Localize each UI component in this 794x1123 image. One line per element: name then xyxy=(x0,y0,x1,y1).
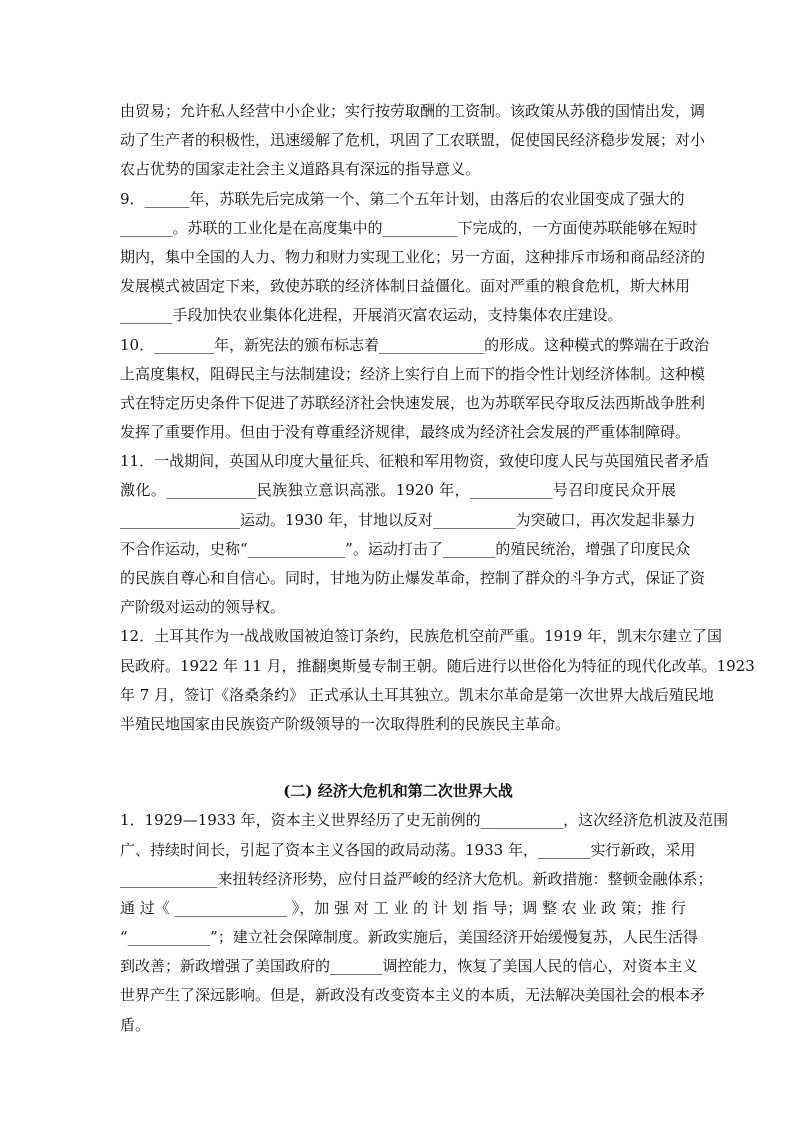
text-line: 世界产生了深远影响。但是，新政没有改变资本主义的本质，无法解决美国社会的根本矛 xyxy=(120,986,706,1005)
text-line: 1．1929—1933 年，资本主义世界经历了史无前例的___________，这次经济危机波及范围 xyxy=(120,811,729,830)
text-line: 产阶级对运动的领导权。 xyxy=(120,598,286,617)
text-line: 11．一战期间，英国从印度大量征兵、征粮和军用物资，致使印度人民与英国殖民者矛盾 xyxy=(120,452,710,471)
section-heading: (二) 经济大危机和第二次世界大战 xyxy=(283,782,513,801)
text-line: 由贸易；允许私人经营中小企业；实行按劳取酬的工资制。该政策从苏俄的国情出发，调 xyxy=(120,102,706,120)
section-two xyxy=(120,777,729,1040)
text-line: 发展模式被固定下来，致使苏联的经济体制日益僵化。面对严重的粮食危机，斯大林用 xyxy=(120,277,691,296)
section-gap xyxy=(120,739,676,777)
text-line: 到改善；新政增强了美国政府的_______调控能力，恢复了美国人民的信心，对资本主义 xyxy=(120,957,698,976)
text-line: 激化。____________民族独立意识高涨。1920 年，___________号召印度民众开展 xyxy=(120,481,676,500)
text-line: 不合作运动，史称“_____________”。运动打击了_______的殖民统治，增强了印度民众 xyxy=(120,539,691,558)
text-line: 期内，集中全国的人力、物力和财力实现工业化；另一方面，这种排斥市场和商品经济的 xyxy=(120,247,706,266)
text-line: 的民族自尊心和自信心。同时，甘地为防止爆发革命，控制了群众的斗争方式，保证了资 xyxy=(120,569,706,587)
text-line: ________________运动。1930 年，甘地以反对___________为突破口，再次发起非暴力 xyxy=(120,510,696,529)
text-line: 广、持续时间长，引起了资本主义各国的政局动荡。1933 年，_______实行新政，采用 xyxy=(120,840,696,859)
text-line: “___________”；建立社会保障制度。新政实施后，美国经济开始缓慢复苏，人民生活得 xyxy=(120,928,698,947)
text-line: 民政府。1922 年 11 月，推翻奥斯曼专制王朝。随后进行以世俗化为特征的现代化改革。1923 xyxy=(120,656,755,675)
section-one-continuation xyxy=(120,97,706,185)
text-line: 年 7 月，签订《洛桑条约》 正式承认土耳其独立。凯末尔革命是第一次世界大战后殖民地 xyxy=(120,685,714,704)
text-line: 动了生产者的积极性，迅速缓解了危机，巩固了工农联盟，促使国民经济稳步发展；对小 xyxy=(120,131,706,150)
text-line: _______手段加快农业集体化进程，开展消灭富农运动，支持集体农庄建设。 xyxy=(120,306,623,325)
item-12 xyxy=(120,622,755,739)
text-line: 12．土耳其作为一战战败国被迫签订条约，民族危机空前严重。1919 年，凯末尔建立了国 xyxy=(120,627,723,646)
section-two-item-1 xyxy=(120,806,729,1040)
document-page xyxy=(120,97,755,1040)
text-line: 10．________年，新宪法的颁布标志着______________的形成。这种模式的弊端在于政治 xyxy=(120,335,710,354)
text-line: 式在特定历史条件下促进了苏联经济社会快速发展，也为苏联军民夺取反法西斯战争胜利 xyxy=(120,393,706,412)
text-line: 农占优势的国家走社会主义道路具有深远的指导意义。 xyxy=(120,160,481,179)
text-line: 通 过《 _______________ 》，加 强 对 工 业 的 计 划 指 导；调 整 农 业 政 策；推 行 xyxy=(120,898,686,917)
text-line: 9．______年，苏联先后完成第一个、第二个五年计划，由落后的农业国变成了强大的 xyxy=(120,189,685,208)
item-11 xyxy=(120,447,710,622)
text-line: _______。苏联的工业化是在高度集中的__________下完成的，一方面使苏联能够在短时 xyxy=(120,218,698,237)
item-10 xyxy=(120,331,710,448)
text-line: _____________来扭转经济形势，应付日益严峻的经济大危机。新政措施：整顿金融体系； xyxy=(120,869,713,888)
text-line: 发挥了重要作用。但由于没有尊重经济规律，最终成为经济社会发展的严重体制障碍。 xyxy=(120,423,691,442)
item-9 xyxy=(120,185,706,331)
text-line: 盾。 xyxy=(120,1015,151,1034)
text-line: 上高度集权，阻碍民主与法制建设；经济上实行自上而下的指令性计划经济体制。这种模 xyxy=(120,364,706,383)
text-line: 半殖民地国家由民族资产阶级领导的一次取得胜利的民族民主革命。 xyxy=(120,714,571,733)
